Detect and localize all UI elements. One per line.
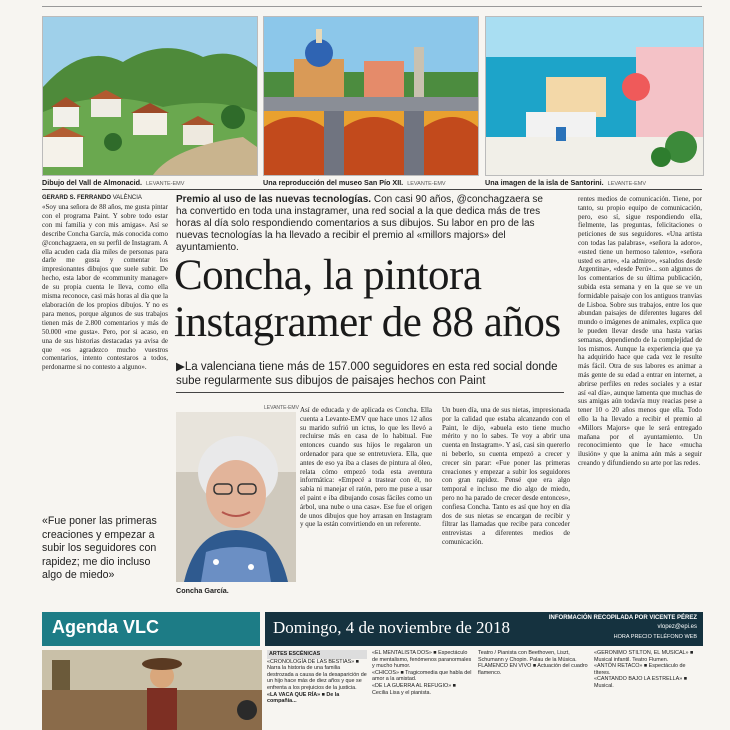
listing-section: ARTES ESCÉNICAS	[267, 650, 367, 659]
listing-column-4	[594, 650, 702, 730]
listing-item: FLAMENCO EN VIVO ■ Actuación del cuadro flamenco.	[478, 663, 588, 676]
photo-caption: Una imagen de la isla de Santorini. LEVANTE-EMV	[485, 178, 647, 187]
listing-item: «CANTANDO BAJO LA ESTRELLA» ■ Musical.	[594, 676, 688, 689]
portrait-caption: Concha García.	[176, 586, 229, 595]
listing-item: «LA VACA QUE RÍA» ■ De la compañía...	[267, 691, 340, 705]
listing-column-1	[267, 650, 367, 730]
photo-santorini	[485, 16, 704, 176]
listing-item: «CRONOLOGÍA DE LAS BESTIAS» ■ Narra la historia de una familia destrozada a causa de la desaparición de un hijo hace más de diez años y que se enfrenta a los prejuicios de la justicia.	[267, 658, 367, 691]
lead-paragraph: Premio al uso de las nuevas tecnologías. Con casi 90 años, @conchagzaera se ha convertido en toda una instagramer, una red social a la que dedica más de tres horas al día solo respondiendo comentarios a sus dibujos. Su labor en pro de las nuevas tecnologías la ha llevado a recibir el premio al «millors majors» del ayuntamiento.	[176, 194, 543, 253]
date-bar	[265, 612, 703, 646]
byline: GERARD S. FERRANDO VALÈNCIA	[42, 195, 142, 201]
agenda-info: INFORMACIÓN RECOPILADA POR VICENTE PÉREZ	[548, 615, 697, 621]
top-rule	[42, 6, 702, 7]
pull-quote: «Fue poner las primeras creaciones y empezar a subir los seguidores con rapidez; me dio incluso algo de miedo»	[42, 515, 157, 581]
agenda-legend: HORA PRECIO TELÉFONO WEB	[613, 634, 697, 640]
headline: Concha, la pintora instagramer de 88 años	[174, 252, 561, 346]
photo-museo-san-pio	[263, 16, 479, 176]
listing-item: «DE LA GUERRA AL REFUGIO» ■ Cecilia Lisa y el pianista.	[372, 682, 456, 696]
listing-item: «EL MENTALISTA DOS» ■ Espectáculo de mentalismo, fenómenos paranormales y mucho humor.	[372, 650, 472, 670]
photo-vall-almonacid	[42, 16, 258, 176]
listing-item: «ANTÓN RETACO» ■ Espectáculo de títeres.	[594, 663, 686, 676]
listing-item: «CHICOS» ■ Tragicomedia que habla del amor a la amistad.	[372, 669, 472, 683]
portrait-photo	[176, 412, 296, 582]
body-column-3: Un buen día, una de sus nietas, impresionada por la calidad que estaba alcanzando con el Paint, le dijo, «abuela esto tiene mucho mérito y no lo sabes. Te voy a abrir una cuenta en Instagram». Y así, casi sin quererlo ni beberlo, su cuenta empezó a crecer y crecer sin parar: «Fue poner las primeras creaciones y empezar a subir los seguidores con gran rapidez. Pensé que era algo temporal e incluso me dio algo de miedo, pero no ha parado de crecer desde entonces», confiesa Concha. Tanto es así que hoy en día dos de sus nietas se encargan de recibir y filtrar las llamadas que recibe para conceder entrevistas a diferentes medios de comunicación.	[442, 406, 570, 546]
listing-column-2	[372, 650, 472, 730]
left-column	[42, 195, 168, 458]
agenda-date: Domingo, 4 de noviembre de 2018	[273, 618, 511, 637]
caption-rule	[42, 189, 702, 190]
listing-item: «GERONIMO STILTON, EL MUSICAL» ■ Musical infantil. Teatro Flumen.	[594, 650, 694, 663]
listing-item: Teatro / Pianista con Beethoven, Liszt, Schumann y Chopin. Palau de la Música.	[478, 650, 577, 663]
agenda-email: vlopez@epi.es	[657, 624, 697, 630]
listing-column-3	[478, 650, 588, 730]
portrait-credit: LEVANTE-EMV	[264, 405, 299, 411]
body-text: «Soy una señora de 88 años, me gusta pintar con el programa Paint. Y sobre todo estar con mi familia y con mis amigas». Así se describe Concha García, más conocida como @conchagzaera, en su perfil de Instagram. A ella acuden cada día miles de personas para darle me gusta y comentar los impresionantes dibujos que suele subir. De hecho, esta labor de «community manager» de su propia cuenta le lleva, como ella misma reconoce, casi más horas al día que la elaboración de los propios dibujos. Y no es para menos, porque algunos de sus trabajos tienen más de 2.800 comentarios y más de 50.000 «me gusta». Pero, por si acaso, en una de sus historias destacadas ya avisa de que «os agradezco mucho vuestros comentarios, intento contestaros a todos, perdonarme si no contesto a alguno».	[42, 203, 168, 372]
photo-caption: Una reproducción del museo San Pío XII. LEVANTE-EMV	[263, 178, 446, 187]
agenda-bar	[42, 612, 260, 646]
agenda-title: Agenda VLC	[52, 617, 160, 637]
subhead-rule	[176, 392, 564, 393]
body-column-2: Así de educada y de aplicada es Concha. Ella cuenta a Levante-EMV que hace unos 12 años su marido sufrió un ictus, lo que les llevó a recluirse más en casa de lo habitual. Fue entonces cuando sus hijos le regalaron un ordenador para que se entretuviera. Ella, que antes de eso ya iba a clases de pintura al óleo, relata cómo empezó toda esta aventura informática: «Empecé a trastear con él, no sabía ni manejar el ratón, pero me puse a usar el paint e iba dibujando cosas fáciles como un árbol, una nube o una casa». Ese fue el origen de unos dibujos que hoy arrasan en Instagram y que la están convirtiendo en un referente.	[300, 406, 432, 529]
body-column-4: rentes medios de comunicación. Tiene, por tanto, su propio equipo de comunicación, pero, eso sí, sigue respondiendo ella, fielmente, las preguntas, felicitaciones o peticiones de sus seguidores. «Una artista con todas las palabras», «señora la adoro», «usted tiene un hermoso talento», «señora usted es arte», «la admiro», «saludos desde Argentina», «desde Perú»... son algunos de los comentarios de su última publicación, subida esta semana y en la que se ve un formidable paisaje con los antiguos tranvías de Lisboa. Sobre sus trabajos, entre los que abundan paisajes de diferentes lugares del mundo o imágenes de animales, explica que le pueden llevar desde una hasta varias semanas, dependiendo de la complejidad de los mismos. Aunque la experiencia que ya ha adquirido hace que cada vez le resulte más fácil. Otra de sus labores es animar a más gente de su edad a entrar en internet, a abrirse perfiles en redes sociales y a estar así «al día», aunque lamenta que muchas de sus amigas aún todavía muy reacias pese a tener 10 o 20 años menos que ella. Todo ello la ha llevado a recibir el premio al «Millors Majors» que le será entregado mañana por el ayuntamiento. Un reconocimiento que le hace «mucha ilusión» y que la anima aún más a seguir creando y difundiendo su arte por las redes.	[578, 195, 702, 467]
subheadline: ▶La valenciana tiene más de 157.000 seguidores en esta red social donde sube regularmente sus dibujos de paisajes hechos con Paint	[176, 361, 558, 387]
agenda-image	[42, 650, 262, 730]
photo-caption: Dibujo del Vall de Almonacid. LEVANTE-EMV	[42, 178, 185, 187]
